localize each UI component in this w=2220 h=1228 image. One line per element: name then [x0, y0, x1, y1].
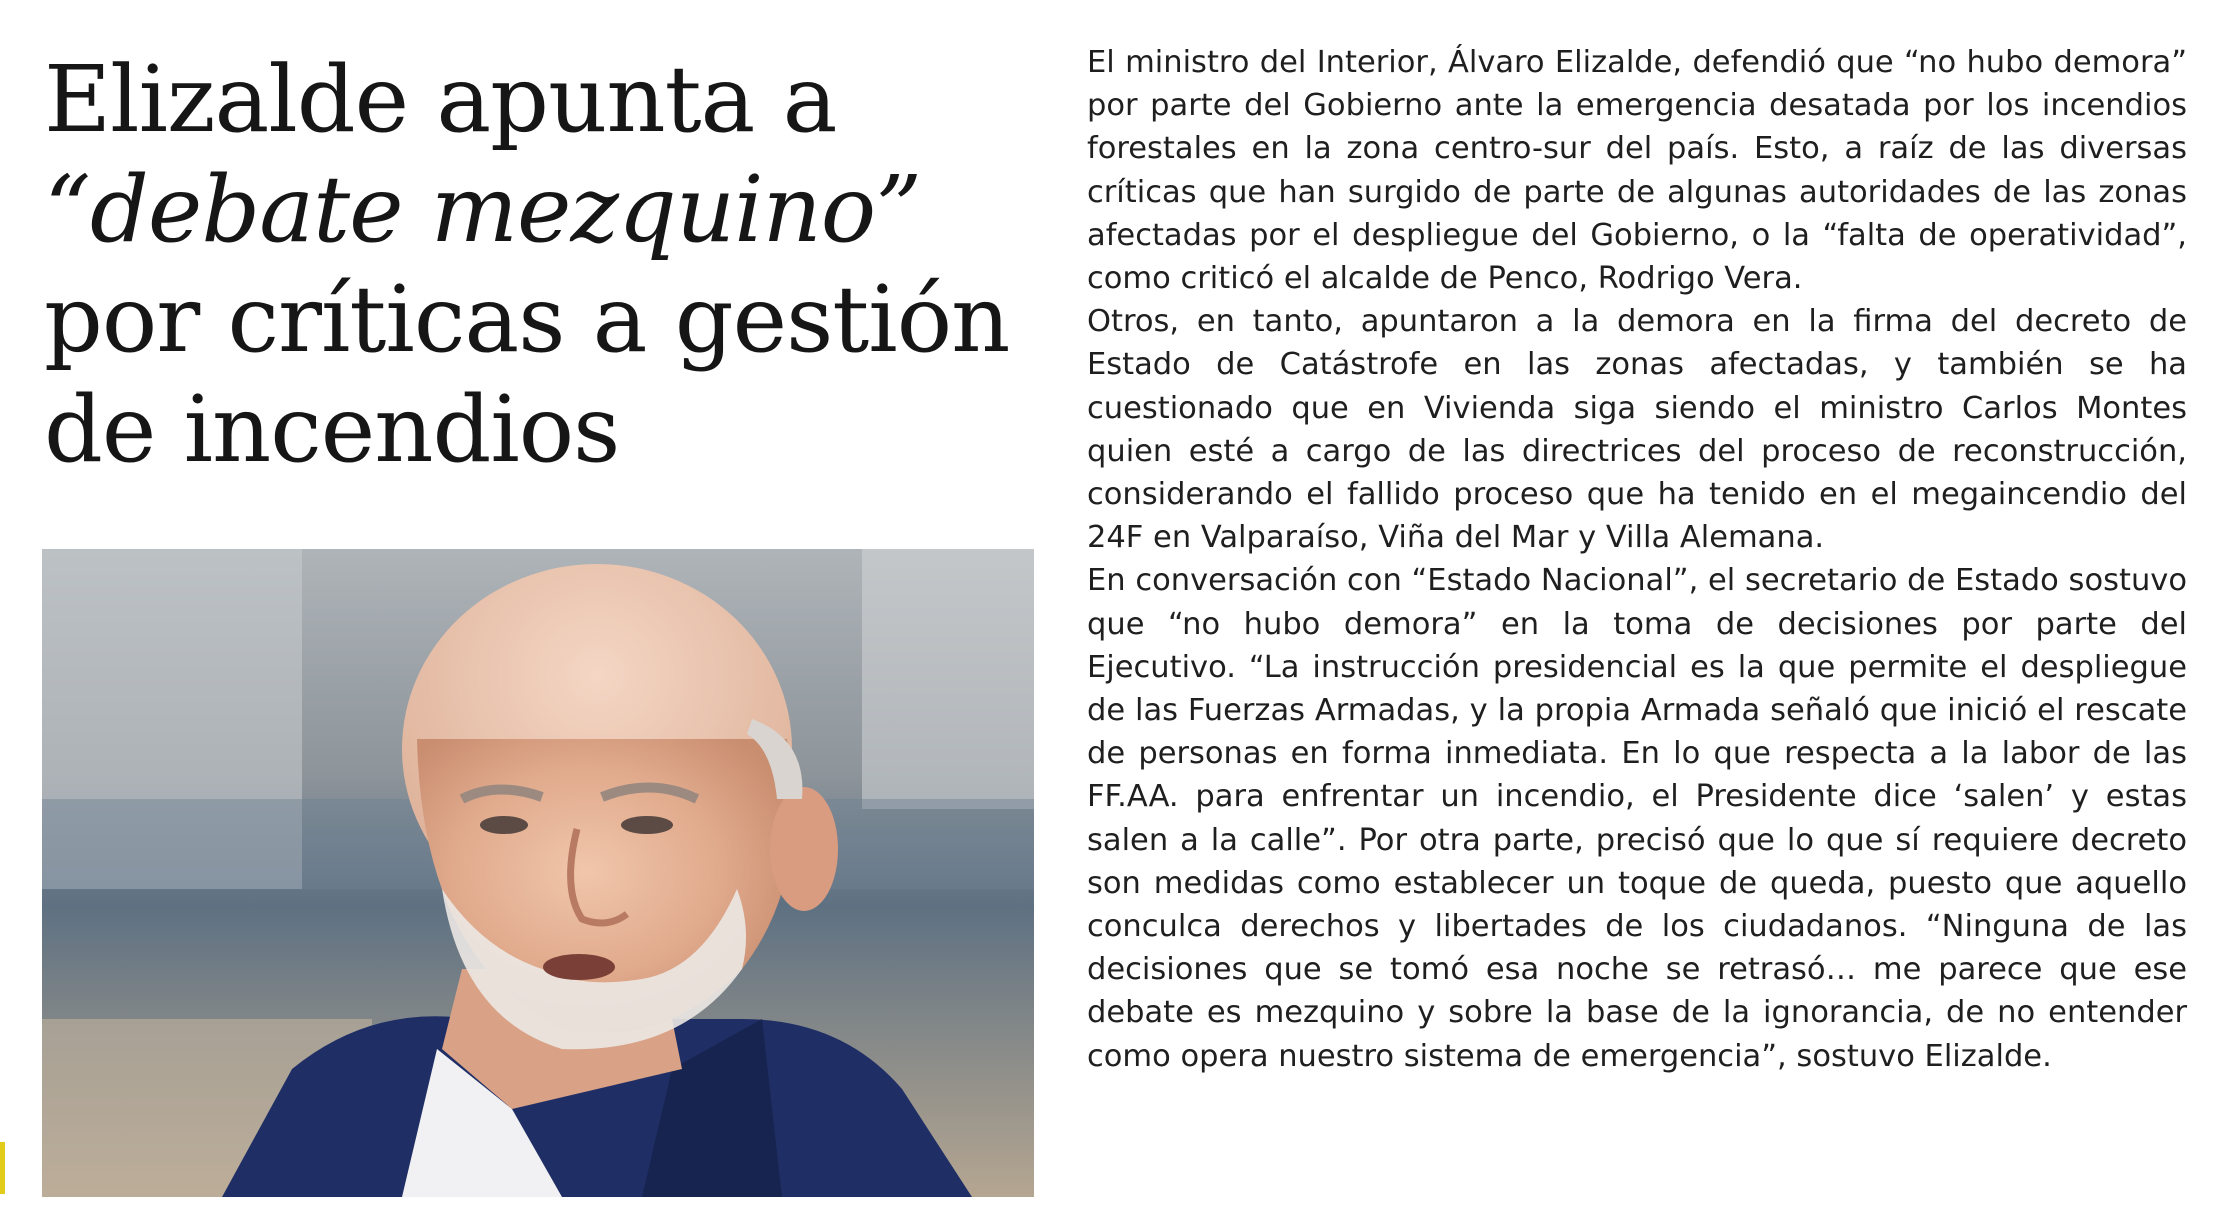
portrait-illustration — [42, 549, 1034, 1197]
article-paragraph: El ministro del Interior, Álvaro Elizalde, defendió que “no hubo demora” por parte del Gobierno ante la emergencia desatada por los incendios forestales en la zona centro-sur del país. Esto, a raíz de las diversas críticas que han surgido de parte de algunas autoridades de las zonas afectadas por el despliegue del Gobierno, o la “falta de operatividad”, como criticó el alcalde de Penco, Rodrigo Vera. — [1087, 45, 2187, 297]
article-body — [1087, 41, 2187, 1078]
headline-line-1: Elizalde apunta a — [44, 46, 837, 153]
headline-line-4: de incendios — [44, 376, 620, 483]
headline-line-2-quote: “debate mezquino” — [44, 156, 922, 263]
headline — [44, 45, 1054, 485]
article-paragraph: En conversación con “Estado Nacional”, el secretario de Estado sostuvo que “no hubo demora” en la toma de decisiones por parte del Ejecutivo. “La instrucción presidencial es la que permite el despliegue de las Fuerzas Armadas, y la propia Armada señaló que inició el rescate de personas en forma inmediata. En lo que respecta a la labor de las FF.AA. para enfrentar un incendio, el Presidente dice ‘salen’ y estas salen a la calle”. Por otra parte, precisó que lo que sí requiere decreto son medidas como establecer un toque de queda, puesto que aquello conculca derechos y libertades de los ciudadanos. “Ninguna de las decisiones que se tomó esa noche se retrasó… me parece que ese debate es mezquino y sobre la base de la ignorancia, de no entender como opera nuestro sistema de emergencia”, sostuvo Elizalde. — [1087, 563, 2187, 1074]
headline-line-3: por críticas a gestión — [44, 266, 1010, 373]
portrait-photo — [42, 549, 1034, 1197]
accent-bar — [0, 1142, 5, 1194]
article-paragraph: Otros, en tanto, apuntaron a la demora en la firma del decreto de Estado de Catástrofe en las zonas afectadas, y también se ha cuestionado que en Vivienda siga siendo el ministro Carlos Montes quien esté a cargo de las directrices del proceso de reconstrucción, considerando el fallido proceso que ha tenido en el megaincendio del 24F en Valparaíso, Viña del Mar y Villa Alemana. — [1087, 304, 2187, 556]
